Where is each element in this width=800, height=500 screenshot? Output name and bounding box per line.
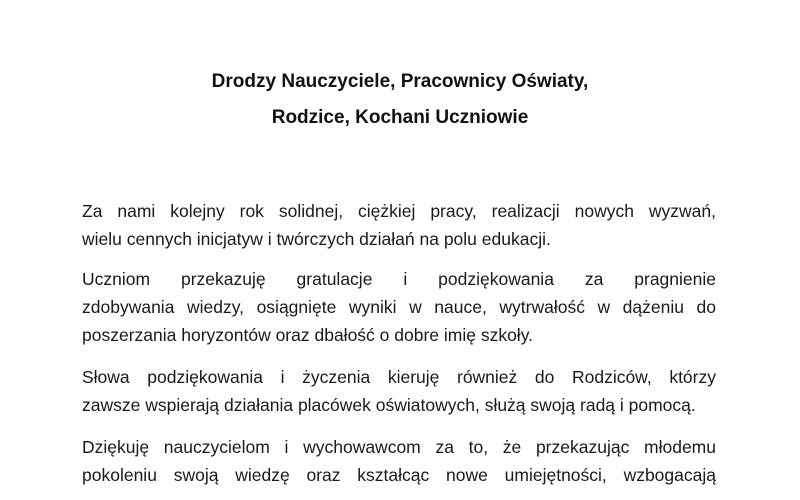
paragraph-4-line-2: pokoleniu swoją wiedzę oraz kształcąc nowe umiejętności, wzbogacają xyxy=(82,465,716,485)
paragraph-3-line-2: zawsze wspierają działania placówek oświatowych, służą swoją radą i pomocą. xyxy=(82,395,696,415)
letter-salutation-line-1: Drodzy Nauczyciele, Pracownicy Oświaty, xyxy=(211,71,589,92)
letter-salutation-line-2: Rodzice, Kochani Uczniowie xyxy=(271,107,529,128)
paragraph-1-line-1: Za nami kolejny rok solidnej, ciężkiej pracy, realizacji nowych wyzwań, xyxy=(82,201,716,221)
paragraph-1-line-2: wielu cennych inicjatyw i twórczych działań na polu edukacji. xyxy=(82,229,551,249)
paragraph-3-line-1: Słowa podziękowania i życzenia kieruję również do Rodziców, którzy xyxy=(82,367,716,387)
paragraph-4-line-1: Dziękuję nauczycielom i wychowawcom za to, że przekazując młodemu xyxy=(82,437,716,457)
paragraph-2-line-1: Uczniom przekazuję gratulacje i podziękowania za pragnienie xyxy=(82,269,716,289)
paragraph-2-line-3: poszerzania horyzontów oraz dbałość o dobre imię szkoły. xyxy=(82,325,534,345)
paragraph-2-line-2: zdobywania wiedzy, osiągnięte wyniki w nauce, wytrwałość w dążeniu do xyxy=(82,297,716,317)
